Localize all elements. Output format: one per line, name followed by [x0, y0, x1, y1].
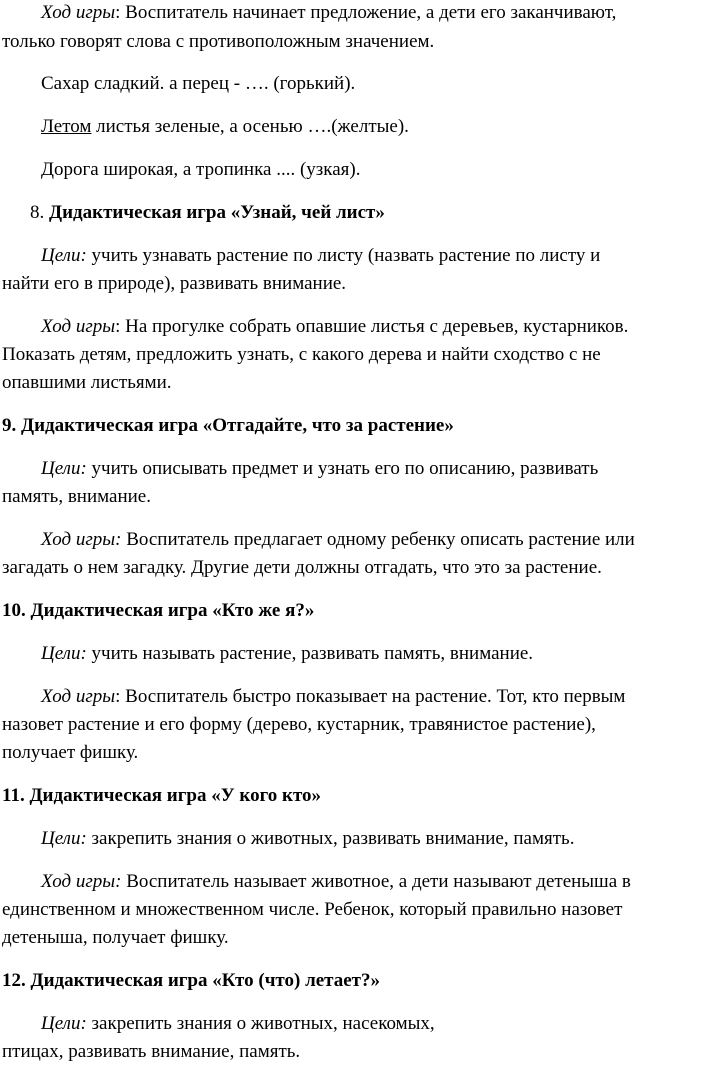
p1-line-2: только говорят слова с противоположным значением.	[2, 31, 435, 52]
method-8-line-2: Показать детям, предложить узнать, с какого дерева и найти сходство с не	[2, 344, 601, 365]
goals-11-label: Цели:	[41, 828, 87, 849]
heading-10: 10. Дидактическая игра «Кто же я?»	[2, 600, 315, 621]
heading-8-number: 8.	[30, 202, 45, 223]
example-2-underlined: Летом	[41, 116, 92, 137]
method-11-line-1	[41, 871, 631, 893]
goals-9-line-2: память, внимание.	[2, 486, 151, 507]
p1-label: Ход игры	[41, 2, 116, 23]
heading-11: 11. Дидактическая игра «У кого кто»	[2, 785, 322, 806]
goals-10-text-1: учить называть растение, развивать память, внимание.	[86, 643, 534, 664]
method-10-label: Ход игры	[41, 686, 116, 707]
heading-8	[30, 202, 385, 224]
heading-12: 12. Дидактическая игра «Кто (что) летает?»	[2, 970, 381, 991]
method-10-text-1: : Воспитатель быстро показывает на растение. Тот, кто первым	[115, 686, 626, 707]
heading-8-title: Дидактическая игра «Узнай, чей лист»	[49, 202, 385, 223]
method-8-text-1: : На прогулке собрать опавшие листья с деревьев, кустарников.	[115, 316, 629, 337]
goals-9-text-1: учить описывать предмет и узнать его по описанию, развивать	[86, 458, 599, 479]
goals-8-text-1: учить узнавать растение по листу (назвать растение по листу и	[86, 245, 601, 266]
goals-10-line-1	[41, 643, 533, 665]
goals-11-text-1: закрепить знания о животных, развивать внимание, память.	[86, 828, 575, 849]
example-3: Дорога широкая, а тропинка .... (узкая).	[41, 159, 361, 180]
method-9-text-1: Воспитатель предлагает одному ребенку описать растение или	[121, 529, 635, 550]
p1-line-1	[41, 2, 616, 24]
method-10-line-3: получает фишку.	[2, 742, 139, 763]
goals-8-line-2: найти его в природе), развивать внимание.	[2, 273, 347, 294]
method-10-line-2: назовет растение и его форму (дерево, кустарник, травянистое растение),	[2, 714, 596, 735]
goals-8-line-1	[41, 245, 600, 267]
goals-10-label: Цели:	[41, 643, 87, 664]
method-11-label: Ход игры:	[41, 871, 122, 892]
method-9-line-1	[41, 529, 635, 551]
example-1: Сахар сладкий. а перец - …. (горький).	[41, 73, 356, 94]
goals-11-line-1	[41, 828, 574, 850]
goals-9-label: Цели:	[41, 458, 87, 479]
example-2-rest: листья зеленые, а осенью ….(желтые).	[91, 116, 409, 137]
method-8-line-1	[41, 316, 628, 338]
method-9-line-2: загадать о нем загадку. Другие дети должны отгадать, что это за растение.	[2, 557, 602, 578]
p1-text-1: : Воспитатель начинает предложение, а дети его заканчивают,	[115, 2, 617, 23]
method-11-text-1: Воспитатель называет животное, а дети называют детеныша в	[121, 871, 631, 892]
method-10-line-1	[41, 686, 625, 708]
goals-12-label: Цели:	[41, 1013, 87, 1034]
method-11-line-3: детеныша, получает фишку.	[2, 927, 229, 948]
example-2	[41, 116, 409, 138]
method-8-line-3: опавшими листьями.	[2, 372, 172, 393]
method-8-label: Ход игры	[41, 316, 116, 337]
heading-9: 9. Дидактическая игра «Отгадайте, что за растение»	[2, 415, 454, 436]
goals-12-line-1	[41, 1013, 435, 1035]
goals-8-label: Цели:	[41, 245, 87, 266]
goals-12-line-2: птицах, развивать внимание, память.	[2, 1041, 301, 1062]
method-11-line-2: единственном и множественном числе. Ребенок, который правильно назовет	[2, 899, 623, 920]
method-9-label: Ход игры:	[41, 529, 122, 550]
goals-12-text-1: закрепить знания о животных, насекомых,	[86, 1013, 435, 1034]
goals-9-line-1	[41, 458, 598, 480]
